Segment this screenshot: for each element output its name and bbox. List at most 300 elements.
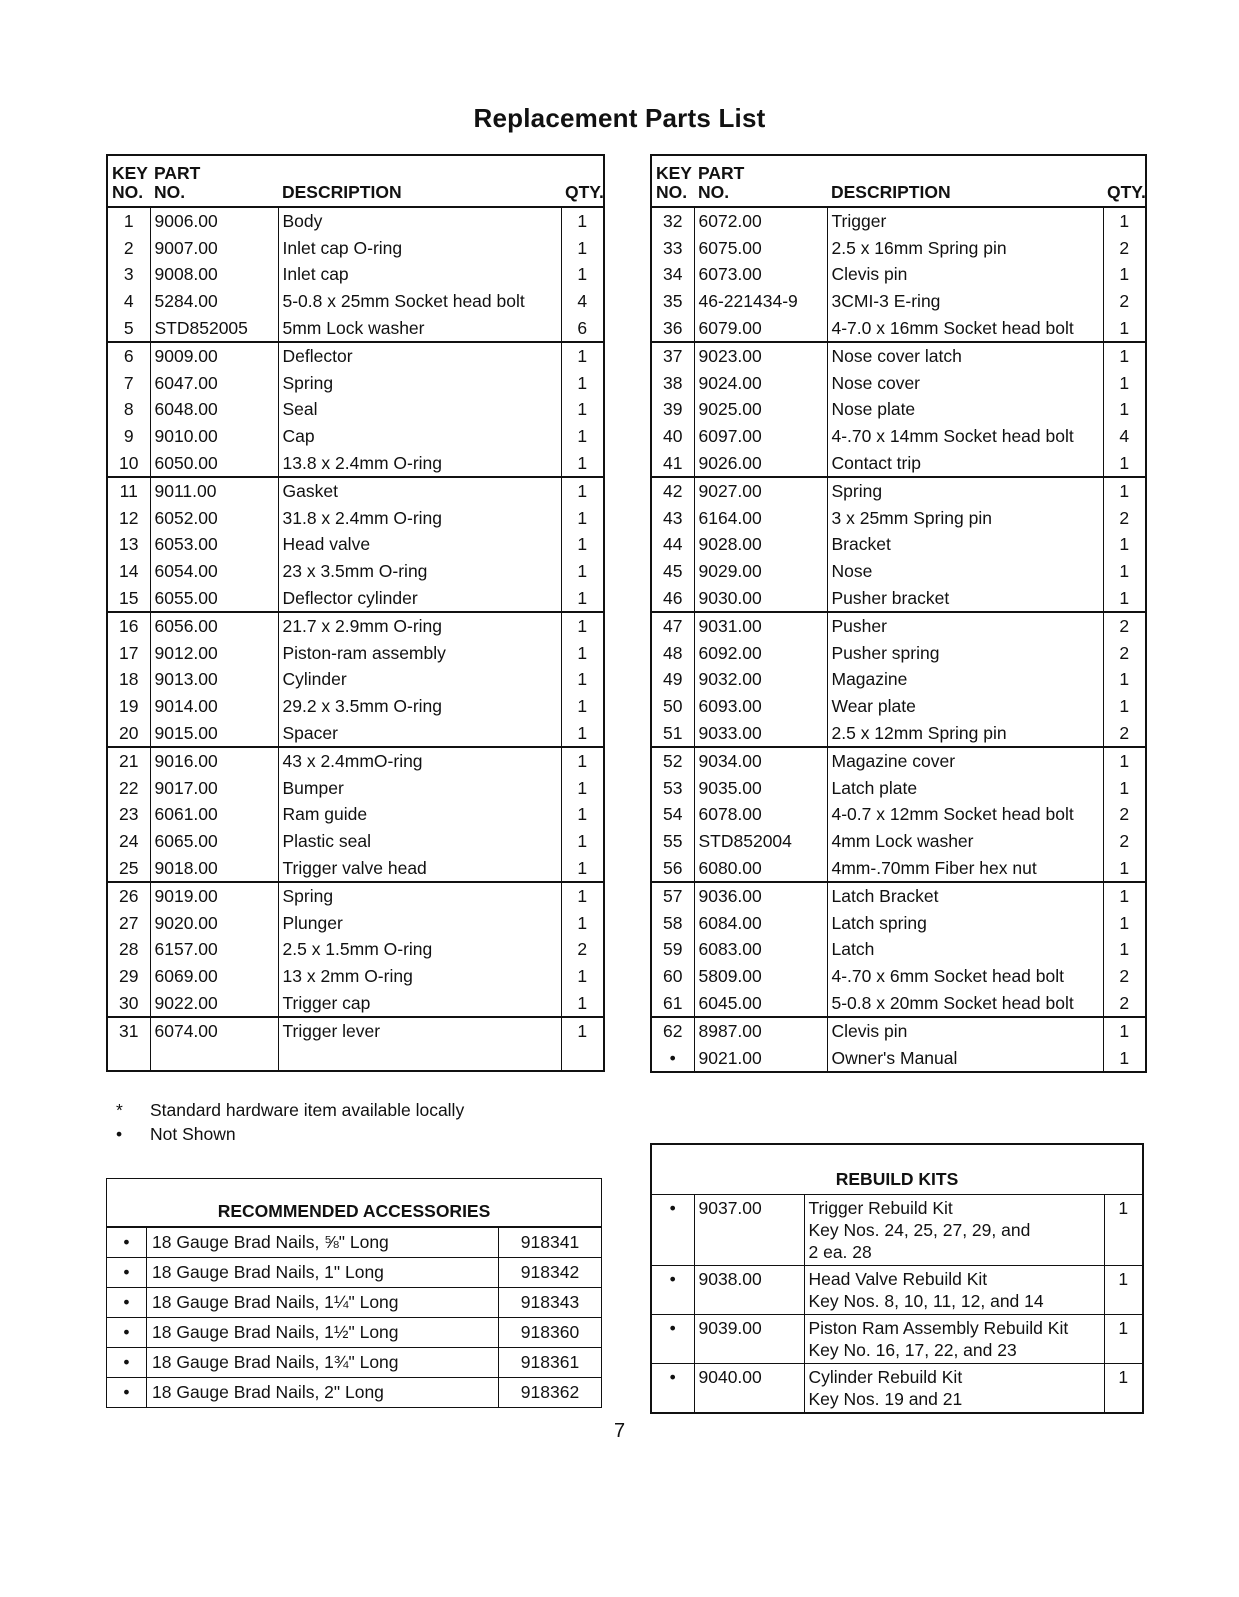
- qty-cell: 1: [1103, 882, 1146, 910]
- table-row: [651, 235, 1146, 262]
- part-no-cell: 9036.00: [694, 882, 827, 910]
- key-no-cell: 31: [107, 1017, 150, 1045]
- part-no-cell: 6164.00: [694, 505, 827, 532]
- key-no-cell: 46: [651, 584, 694, 612]
- qty-cell: 1: [577, 264, 588, 285]
- table-row: [651, 909, 1146, 936]
- key-no-cell: 33: [651, 235, 694, 262]
- part-no-cell: 6072.00: [694, 207, 827, 235]
- kit-description: [804, 1195, 1104, 1266]
- key-no-cell: 62: [651, 1017, 694, 1045]
- qty-cell: 6: [577, 317, 588, 338]
- qty-cell: 1: [561, 612, 604, 640]
- description-cell: Owner's Manual: [827, 1044, 1103, 1072]
- part-no-cell: 6073.00: [694, 261, 827, 288]
- part-no-header: [694, 155, 827, 207]
- footnote-standard-hardware: [116, 1098, 464, 1122]
- table-row: [651, 719, 1146, 747]
- part-no-cell: 9035.00: [694, 774, 827, 801]
- description-cell: 23 x 3.5mm O-ring: [278, 558, 561, 585]
- part-header-line1: PART: [154, 163, 201, 183]
- key-no-cell: 23: [107, 801, 150, 828]
- table-row: [651, 693, 1146, 720]
- accessory-row: [107, 1348, 602, 1378]
- key-no-header: [651, 155, 694, 207]
- part-no-cell: 6080.00: [694, 854, 827, 882]
- part-no-cell: 6048.00: [150, 396, 278, 423]
- qty-cell: 1: [577, 507, 588, 528]
- part-no-cell: 6061.00: [150, 801, 278, 828]
- part-no-cell: 9019.00: [150, 882, 278, 910]
- table-row: [107, 207, 604, 235]
- key-no-cell: 61: [651, 989, 694, 1017]
- table-row: [651, 828, 1146, 855]
- empty-cell: [561, 1044, 604, 1071]
- qty-cell: 1: [561, 882, 604, 910]
- qty-cell: 1: [577, 534, 588, 555]
- table-row: [651, 747, 1146, 775]
- kit-description: [804, 1364, 1104, 1414]
- key-header-line2: NO.: [112, 182, 144, 202]
- qty-cell: 1: [1119, 561, 1130, 582]
- qty-cell: 1: [1119, 399, 1130, 420]
- description-cell: Plunger: [278, 909, 561, 936]
- table-row: [651, 531, 1146, 558]
- table-row: [107, 909, 604, 936]
- footnote-text: Standard hardware item available locally: [150, 1100, 465, 1120]
- part-no-header: [150, 155, 278, 207]
- qty-header: QTY.: [561, 155, 604, 207]
- description-cell: 43 x 2.4mmO-ring: [278, 747, 561, 775]
- description-cell: Piston-ram assembly: [278, 640, 561, 667]
- description-cell: 4mm Lock washer: [827, 828, 1103, 855]
- part-header-line2: NO.: [154, 182, 186, 202]
- part-no-cell: 9033.00: [694, 719, 827, 747]
- key-no-cell: 25: [107, 854, 150, 882]
- part-no-cell: 6050.00: [150, 449, 278, 477]
- table-row: [651, 207, 1146, 235]
- accessory-mark: •: [107, 1348, 147, 1378]
- part-no-cell: 9007.00: [150, 235, 278, 262]
- qty-cell: 1: [1103, 342, 1146, 370]
- description-cell: Magazine: [827, 666, 1103, 693]
- key-no-cell: 55: [651, 828, 694, 855]
- empty-cell: [278, 1044, 561, 1071]
- table-row: [107, 828, 604, 855]
- qty-cell: 1: [577, 587, 588, 608]
- qty-cell: 1: [1103, 747, 1146, 775]
- part-no-cell: 9023.00: [694, 342, 827, 370]
- description-cell: Nose: [827, 558, 1103, 585]
- description-cell: 5-0.8 x 20mm Socket head bolt: [827, 989, 1103, 1017]
- description-cell: 21.7 x 2.9mm O-ring: [278, 612, 561, 640]
- qty-cell: 1: [561, 747, 604, 775]
- key-no-cell: 49: [651, 666, 694, 693]
- accessory-part-no: 918342: [499, 1258, 602, 1288]
- qty-cell: 4: [1119, 426, 1130, 447]
- description-cell: Spring: [278, 882, 561, 910]
- kit-qty: 1: [1104, 1364, 1143, 1414]
- table-row: [651, 423, 1146, 450]
- kit-description: [804, 1315, 1104, 1364]
- key-no-cell: 52: [651, 747, 694, 775]
- table-row: [107, 261, 604, 288]
- accessory-name: 18 Gauge Brad Nails, 1" Long: [147, 1258, 499, 1288]
- key-no-cell: 12: [107, 505, 150, 532]
- rebuild-kit-row: [651, 1195, 1143, 1266]
- qty-cell: 1: [1119, 264, 1130, 285]
- table-row: [651, 882, 1146, 910]
- table-row: [651, 342, 1146, 370]
- table-row: [651, 640, 1146, 667]
- part-no-cell: 6093.00: [694, 693, 827, 720]
- accessory-row: [107, 1258, 602, 1288]
- key-no-cell: 17: [107, 640, 150, 667]
- table-row: [651, 612, 1146, 640]
- qty-cell: 1: [577, 912, 588, 933]
- description-cell: Cylinder: [278, 666, 561, 693]
- key-no-header: [107, 155, 150, 207]
- key-no-cell: 4: [107, 288, 150, 315]
- footnote-not-shown: [116, 1122, 464, 1146]
- key-no-cell: 19: [107, 693, 150, 720]
- table-row: [107, 693, 604, 720]
- part-no-cell: 9012.00: [150, 640, 278, 667]
- description-cell: 4mm-.70mm Fiber hex nut: [827, 854, 1103, 882]
- table-row: [107, 314, 604, 342]
- qty-cell: 2: [1119, 507, 1130, 528]
- key-no-cell: 21: [107, 747, 150, 775]
- table-row: [107, 288, 604, 315]
- accessory-mark: •: [107, 1378, 147, 1408]
- accessory-row: [107, 1288, 602, 1318]
- description-header: DESCRIPTION: [278, 155, 561, 207]
- description-cell: Latch: [827, 936, 1103, 963]
- description-cell: Contact trip: [827, 449, 1103, 477]
- part-no-cell: 9015.00: [150, 719, 278, 747]
- qty-cell: 2: [1119, 965, 1130, 986]
- key-no-cell: 45: [651, 558, 694, 585]
- rebuild-kits-title: REBUILD KITS: [651, 1144, 1143, 1195]
- key-no-cell: 36: [651, 314, 694, 342]
- accessory-row: [107, 1318, 602, 1348]
- part-no-cell: 6052.00: [150, 505, 278, 532]
- description-cell: Trigger cap: [278, 989, 561, 1017]
- key-no-cell: 18: [107, 666, 150, 693]
- part-no-cell: 9009.00: [150, 342, 278, 370]
- qty-cell: 1: [577, 722, 588, 743]
- qty-cell: 1: [1103, 477, 1146, 505]
- part-no-cell: 9027.00: [694, 477, 827, 505]
- key-no-cell: 11: [107, 477, 150, 505]
- qty-cell: 1: [1119, 372, 1130, 393]
- description-cell: 4-.70 x 6mm Socket head bolt: [827, 963, 1103, 990]
- part-no-cell: 6047.00: [150, 370, 278, 397]
- part-no-cell: 6157.00: [150, 936, 278, 963]
- accessory-part-no: 918361: [499, 1348, 602, 1378]
- table-row: [651, 936, 1146, 963]
- table-row: [651, 288, 1146, 315]
- part-no-cell: 6069.00: [150, 963, 278, 990]
- page-number: 7: [613, 1420, 626, 1442]
- key-no-cell: 48: [651, 640, 694, 667]
- part-no-cell: 9006.00: [150, 207, 278, 235]
- table-row: [651, 477, 1146, 505]
- qty-cell: 1: [577, 561, 588, 582]
- description-cell: 2.5 x 1.5mm O-ring: [278, 936, 561, 963]
- description-cell: Pusher: [827, 612, 1103, 640]
- description-cell: Inlet cap O-ring: [278, 235, 561, 262]
- part-no-cell: 9031.00: [694, 612, 827, 640]
- description-cell: Bracket: [827, 531, 1103, 558]
- part-no-cell: 9011.00: [150, 477, 278, 505]
- rebuild-kits-table: [650, 1143, 1144, 1414]
- table-row: [651, 854, 1146, 882]
- key-no-cell: 28: [107, 936, 150, 963]
- key-no-cell: 24: [107, 828, 150, 855]
- rebuild-kit-row: [651, 1364, 1143, 1414]
- part-no-cell: 9032.00: [694, 666, 827, 693]
- accessory-name: 18 Gauge Brad Nails, ⅝" Long: [147, 1227, 499, 1258]
- description-cell: Deflector: [278, 342, 561, 370]
- part-no-cell: 6045.00: [694, 989, 827, 1017]
- key-no-cell: 5: [107, 314, 150, 342]
- kit-description: [804, 1266, 1104, 1315]
- description-cell: Ram guide: [278, 801, 561, 828]
- kit-part-no: 9039.00: [694, 1315, 804, 1364]
- description-cell: Spacer: [278, 719, 561, 747]
- kit-mark: •: [651, 1266, 694, 1315]
- part-no-cell: 9021.00: [694, 1044, 827, 1072]
- table-row: [651, 396, 1146, 423]
- key-no-cell: 22: [107, 774, 150, 801]
- description-cell: 2.5 x 12mm Spring pin: [827, 719, 1103, 747]
- table-row: [651, 314, 1146, 342]
- part-no-cell: 9026.00: [694, 449, 827, 477]
- qty-cell: 1: [1119, 695, 1130, 716]
- qty-cell: 1: [561, 1017, 604, 1045]
- qty-cell: 1: [1119, 211, 1130, 232]
- part-no-cell: 6084.00: [694, 909, 827, 936]
- part-no-cell: 6065.00: [150, 828, 278, 855]
- description-cell: 5mm Lock washer: [278, 314, 561, 342]
- key-no-cell: 43: [651, 505, 694, 532]
- description-cell: Latch plate: [827, 774, 1103, 801]
- key-no-cell: 30: [107, 989, 150, 1017]
- table-row: [107, 235, 604, 262]
- key-no-cell: 59: [651, 936, 694, 963]
- part-no-cell: 6079.00: [694, 314, 827, 342]
- recommended-accessories-table: [106, 1178, 602, 1408]
- key-no-cell: 35: [651, 288, 694, 315]
- part-no-cell: STD852005: [150, 314, 278, 342]
- part-no-cell: 6053.00: [150, 531, 278, 558]
- key-no-cell: 32: [651, 207, 694, 235]
- part-no-cell: 6055.00: [150, 584, 278, 612]
- key-no-cell: 44: [651, 531, 694, 558]
- qty-cell: 1: [577, 965, 588, 986]
- qty-cell: 2: [1119, 992, 1130, 1013]
- table-row: [107, 936, 604, 963]
- table-row: [107, 801, 604, 828]
- page-title: Replacement Parts List: [473, 103, 766, 133]
- qty-cell: 1: [561, 477, 604, 505]
- key-no-cell: 16: [107, 612, 150, 640]
- table-row: [651, 558, 1146, 585]
- kit-detail-line1: Key Nos. 8, 10, 11, 12, and 14: [808, 1291, 1044, 1311]
- description-cell: Wear plate: [827, 693, 1103, 720]
- description-cell: 5-0.8 x 25mm Socket head bolt: [278, 288, 561, 315]
- key-no-cell: 53: [651, 774, 694, 801]
- qty-cell: 1: [1119, 912, 1130, 933]
- qty-cell: 1: [1119, 587, 1130, 608]
- part-no-cell: 5284.00: [150, 288, 278, 315]
- qty-cell: 1: [1119, 534, 1130, 555]
- description-cell: Body: [278, 207, 561, 235]
- table-row: [107, 558, 604, 585]
- key-no-cell: 15: [107, 584, 150, 612]
- accessory-part-no: 918343: [499, 1288, 602, 1318]
- qty-cell: 1: [577, 695, 588, 716]
- description-header: DESCRIPTION: [827, 155, 1103, 207]
- accessories-title: RECOMMENDED ACCESSORIES: [107, 1179, 602, 1228]
- kit-detail-line1: Key Nos. 24, 25, 27, 29, and: [808, 1220, 1031, 1240]
- part-no-cell: 9022.00: [150, 989, 278, 1017]
- key-no-cell: 60: [651, 963, 694, 990]
- qty-cell: 1: [1103, 1017, 1146, 1045]
- accessory-name: 18 Gauge Brad Nails, 2" Long: [147, 1378, 499, 1408]
- key-no-cell: 39: [651, 396, 694, 423]
- description-cell: Trigger: [827, 207, 1103, 235]
- description-cell: 13 x 2mm O-ring: [278, 963, 561, 990]
- key-no-cell: 7: [107, 370, 150, 397]
- qty-cell: 1: [577, 804, 588, 825]
- parts-table-left: [106, 154, 605, 1072]
- part-no-cell: 6054.00: [150, 558, 278, 585]
- qty-cell: 1: [1119, 317, 1130, 338]
- kit-mark: •: [651, 1364, 694, 1414]
- description-cell: Nose plate: [827, 396, 1103, 423]
- key-no-cell: 2: [107, 235, 150, 262]
- footnotes: [116, 1098, 464, 1146]
- kit-part-no: 9040.00: [694, 1364, 804, 1414]
- qty-cell: 1: [577, 642, 588, 663]
- table-row: [107, 396, 604, 423]
- table-header: [651, 155, 1146, 207]
- qty-cell: 1: [577, 237, 588, 258]
- kit-detail-line1: Key Nos. 19 and 21: [808, 1389, 963, 1409]
- kit-name: Piston Ram Assembly Rebuild Kit: [808, 1318, 1069, 1338]
- part-no-cell: 9024.00: [694, 370, 827, 397]
- description-cell: Spring: [278, 370, 561, 397]
- table-row: [107, 477, 604, 505]
- table-row: [651, 261, 1146, 288]
- qty-cell: 1: [577, 452, 588, 473]
- part-no-cell: 9013.00: [150, 666, 278, 693]
- qty-cell: 1: [1119, 452, 1130, 473]
- description-cell: Bumper: [278, 774, 561, 801]
- part-no-cell: STD852004: [694, 828, 827, 855]
- description-cell: 4-0.7 x 12mm Socket head bolt: [827, 801, 1103, 828]
- key-no-cell: 57: [651, 882, 694, 910]
- description-cell: 31.8 x 2.4mm O-ring: [278, 505, 561, 532]
- part-no-cell: 6097.00: [694, 423, 827, 450]
- table-row: [651, 1044, 1146, 1072]
- description-cell: Pusher spring: [827, 640, 1103, 667]
- part-no-cell: 46-221434-9: [694, 288, 827, 315]
- table-row: [107, 1017, 604, 1045]
- kit-name: Cylinder Rebuild Kit: [808, 1367, 963, 1387]
- key-no-cell: 51: [651, 719, 694, 747]
- qty-cell: 2: [1119, 642, 1130, 663]
- accessory-name: 18 Gauge Brad Nails, 1½" Long: [147, 1318, 499, 1348]
- key-no-cell: 58: [651, 909, 694, 936]
- table-row: [651, 505, 1146, 532]
- table-row: [651, 584, 1146, 612]
- part-no-cell: 8987.00: [694, 1017, 827, 1045]
- table-row: [651, 666, 1146, 693]
- footnote-text: Not Shown: [150, 1124, 236, 1144]
- table-row: [651, 449, 1146, 477]
- qty-cell: 1: [577, 211, 588, 232]
- part-no-cell: 9020.00: [150, 909, 278, 936]
- kit-qty: 1: [1104, 1195, 1143, 1266]
- part-no-cell: 6092.00: [694, 640, 827, 667]
- qty-cell: 2: [1119, 830, 1130, 851]
- table-row: [107, 584, 604, 612]
- qty-cell: 1: [561, 342, 604, 370]
- qty-cell: 2: [1103, 612, 1146, 640]
- key-no-cell: 34: [651, 261, 694, 288]
- description-cell: Gasket: [278, 477, 561, 505]
- part-no-cell: 6078.00: [694, 801, 827, 828]
- part-header-line1: PART: [698, 163, 745, 183]
- description-cell: 3 x 25mm Spring pin: [827, 505, 1103, 532]
- description-cell: 2.5 x 16mm Spring pin: [827, 235, 1103, 262]
- accessory-part-no: 918360: [499, 1318, 602, 1348]
- part-no-cell: 9030.00: [694, 584, 827, 612]
- table-row: [107, 423, 604, 450]
- table-row: [107, 342, 604, 370]
- accessory-name: 18 Gauge Brad Nails, 1¾" Long: [147, 1348, 499, 1378]
- key-no-cell: 3: [107, 261, 150, 288]
- key-no-cell: 9: [107, 423, 150, 450]
- empty-row: [107, 1044, 604, 1071]
- qty-cell: 1: [577, 372, 588, 393]
- key-no-cell: 20: [107, 719, 150, 747]
- accessory-mark: •: [107, 1227, 147, 1258]
- qty-cell: 1: [577, 399, 588, 420]
- key-no-cell: 14: [107, 558, 150, 585]
- description-cell: Cap: [278, 423, 561, 450]
- qty-cell: 1: [577, 830, 588, 851]
- description-cell: Clevis pin: [827, 1017, 1103, 1045]
- part-no-cell: 9028.00: [694, 531, 827, 558]
- qty-cell: 1: [1119, 777, 1130, 798]
- part-no-cell: 9010.00: [150, 423, 278, 450]
- key-header-line2: NO.: [656, 182, 688, 202]
- table-row: [651, 774, 1146, 801]
- key-no-cell: 6: [107, 342, 150, 370]
- rebuild-kit-row: [651, 1315, 1143, 1364]
- qty-cell: 1: [577, 426, 588, 447]
- description-cell: Inlet cap: [278, 261, 561, 288]
- qty-cell: 2: [577, 939, 588, 960]
- description-cell: Clevis pin: [827, 261, 1103, 288]
- table-row: [651, 989, 1146, 1017]
- kit-name: Head Valve Rebuild Kit: [808, 1269, 988, 1289]
- key-no-cell: 42: [651, 477, 694, 505]
